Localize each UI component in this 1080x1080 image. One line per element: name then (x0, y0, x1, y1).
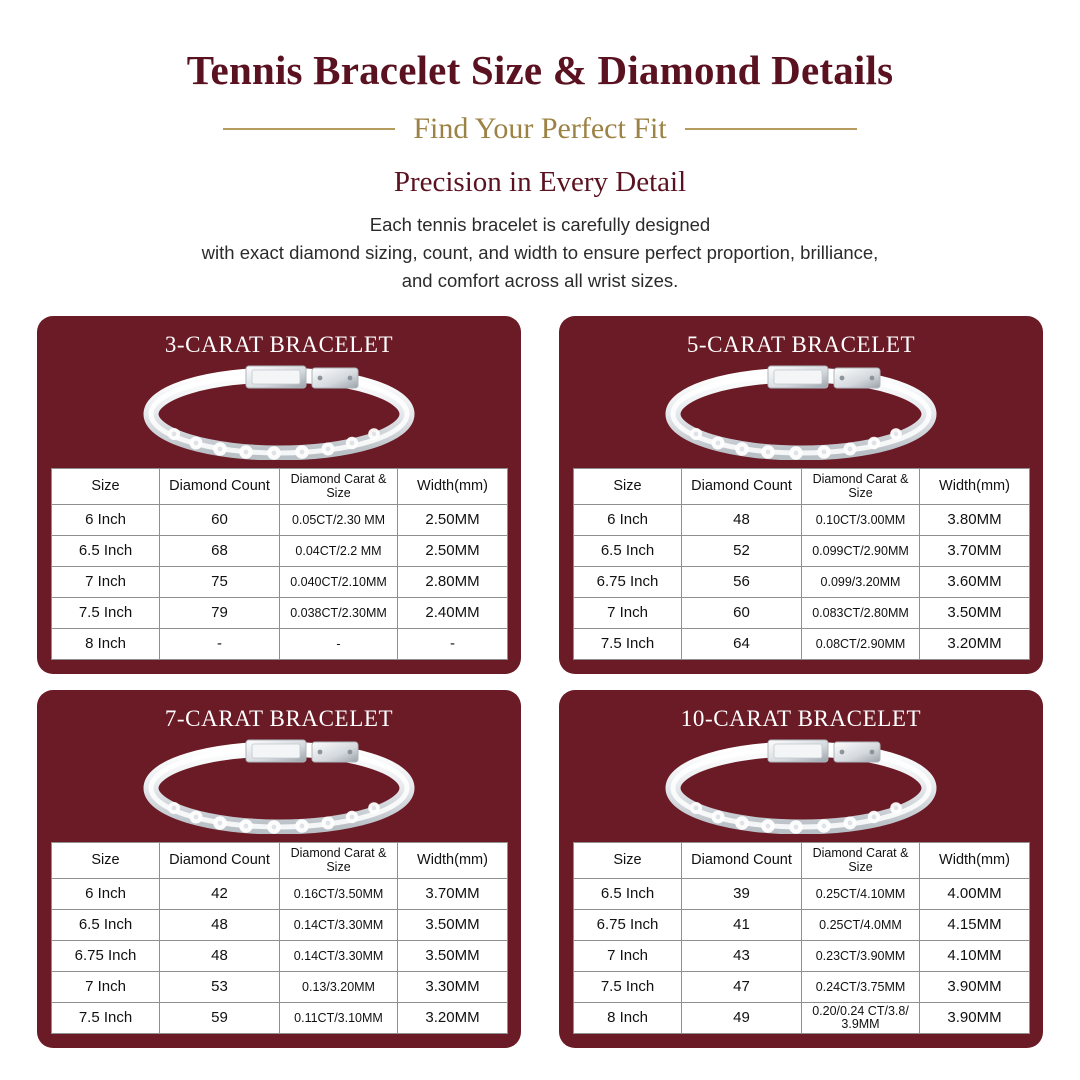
cell-count: 48 (682, 505, 802, 536)
col-header-width: Width(mm) (920, 469, 1030, 505)
cell-carat: 0.25CT/4.10MM (802, 879, 920, 910)
table-body (52, 505, 508, 660)
cell-width: 3.50MM (920, 598, 1030, 629)
divider-right (685, 128, 857, 130)
cell-count: 48 (160, 910, 280, 941)
cell-size: 6.75 Inch (574, 567, 682, 598)
cell-carat: 0.23CT/3.90MM (802, 941, 920, 972)
cell-carat: 0.038CT/2.30MM (280, 598, 398, 629)
cell-width: 2.40MM (398, 598, 508, 629)
bracelet-illustration-icon (573, 362, 1029, 462)
cell-count: 43 (682, 941, 802, 972)
cell-size: 7.5 Inch (52, 1003, 160, 1034)
page-header (0, 0, 1080, 294)
col-header-width: Width(mm) (398, 469, 508, 505)
subtitle-row (0, 112, 1080, 146)
bracelet-card (559, 690, 1043, 1048)
col-header-size: Size (52, 469, 160, 505)
table-row (574, 629, 1030, 660)
card-title: 3-CARAT BRACELET (164, 332, 394, 358)
table-row (574, 972, 1030, 1003)
bracelet-illustration-icon (51, 362, 507, 462)
cell-carat: 0.08CT/2.90MM (802, 629, 920, 660)
cell-carat: 0.05CT/2.30 MM (280, 505, 398, 536)
spec-table (573, 468, 1030, 660)
table-row (574, 941, 1030, 972)
cell-width: 4.15MM (920, 910, 1030, 941)
col-header-width: Width(mm) (398, 843, 508, 879)
bracelet-illustration-icon (51, 736, 507, 836)
table-body (52, 879, 508, 1034)
cell-carat: 0.083CT/2.80MM (802, 598, 920, 629)
cell-count: 42 (160, 879, 280, 910)
cell-carat: 0.14CT/3.30MM (280, 910, 398, 941)
cell-size: 6.75 Inch (574, 910, 682, 941)
cell-width: 3.70MM (920, 536, 1030, 567)
cell-size: 7.5 Inch (574, 629, 682, 660)
cell-size: 6.5 Inch (52, 536, 160, 567)
cell-size: 6.5 Inch (574, 879, 682, 910)
cell-carat: 0.16CT/3.50MM (280, 879, 398, 910)
col-header-carat: Diamond Carat & Size (802, 843, 920, 879)
col-header-size: Size (574, 469, 682, 505)
bracelet-card (37, 316, 521, 674)
cell-carat: 0.24CT/3.75MM (802, 972, 920, 1003)
col-header-carat: Diamond Carat & Size (802, 469, 920, 505)
cell-width: 2.50MM (398, 536, 508, 567)
cell-width: 3.20MM (398, 1003, 508, 1034)
bracelet-card (559, 316, 1043, 674)
cell-count: 52 (682, 536, 802, 567)
cell-width: 4.00MM (920, 879, 1030, 910)
cell-size: 6.5 Inch (574, 536, 682, 567)
cell-carat: 0.040CT/2.10MM (280, 567, 398, 598)
cell-width: 3.90MM (920, 972, 1030, 1003)
cell-carat: 0.25CT/4.0MM (802, 910, 920, 941)
cell-carat: 0.13/3.20MM (280, 972, 398, 1003)
page-tagline: Precision in Every Detail (393, 166, 687, 198)
page-subtitle: Find Your Perfect Fit (413, 112, 667, 145)
divider-left (223, 128, 395, 130)
description-line-1: Each tennis bracelet is carefully designed (369, 214, 711, 235)
cell-count: - (160, 629, 280, 660)
table-row (52, 910, 508, 941)
cell-size: 7.5 Inch (574, 972, 682, 1003)
table-row (52, 567, 508, 598)
col-header-count: Diamond Count (682, 843, 802, 879)
cell-count: 60 (160, 505, 280, 536)
card-title: 7-CARAT BRACELET (164, 706, 394, 732)
cell-carat: 0.11CT/3.10MM (280, 1003, 398, 1034)
cell-count: 64 (682, 629, 802, 660)
bracelet-illustration-icon (573, 736, 1029, 836)
table-header-row (52, 843, 508, 879)
cell-carat: 0.04CT/2.2 MM (280, 536, 398, 567)
cell-size: 6 Inch (52, 505, 160, 536)
table-row (52, 972, 508, 1003)
cell-width: 2.50MM (398, 505, 508, 536)
cell-width: 3.20MM (920, 629, 1030, 660)
cell-carat: 0.10CT/3.00MM (802, 505, 920, 536)
table-row (52, 1003, 508, 1034)
spec-table (573, 842, 1030, 1034)
cell-count: 59 (160, 1003, 280, 1034)
table-header-row (574, 843, 1030, 879)
table-row (574, 910, 1030, 941)
col-header-width: Width(mm) (920, 843, 1030, 879)
cell-width: - (398, 629, 508, 660)
col-header-count: Diamond Count (160, 843, 280, 879)
table-row (52, 598, 508, 629)
table-body (574, 879, 1030, 1034)
cell-size: 6.5 Inch (52, 910, 160, 941)
cell-size: 8 Inch (574, 1003, 682, 1034)
cell-count: 75 (160, 567, 280, 598)
cell-width: 3.60MM (920, 567, 1030, 598)
col-header-size: Size (52, 843, 160, 879)
cell-width: 3.90MM (920, 1003, 1030, 1034)
card-title: 10-CARAT BRACELET (680, 706, 922, 732)
table-row (574, 567, 1030, 598)
cell-count: 39 (682, 879, 802, 910)
cell-carat: 0.20/0.24 CT/3.8/ 3.9MM (802, 1003, 920, 1034)
table-row (52, 879, 508, 910)
cell-size: 7.5 Inch (52, 598, 160, 629)
cell-size: 6.75 Inch (52, 941, 160, 972)
cell-count: 60 (682, 598, 802, 629)
cell-count: 79 (160, 598, 280, 629)
table-row (574, 879, 1030, 910)
cell-size: 7 Inch (52, 972, 160, 1003)
table-header-row (52, 469, 508, 505)
cell-width: 3.50MM (398, 941, 508, 972)
cell-size: 7 Inch (574, 598, 682, 629)
cell-count: 68 (160, 536, 280, 567)
cell-carat: 0.14CT/3.30MM (280, 941, 398, 972)
table-row (574, 505, 1030, 536)
cell-width: 3.70MM (398, 879, 508, 910)
cell-size: 7 Inch (574, 941, 682, 972)
table-row (52, 505, 508, 536)
cell-size: 8 Inch (52, 629, 160, 660)
cell-count: 53 (160, 972, 280, 1003)
table-row (52, 536, 508, 567)
bracelet-card (37, 690, 521, 1048)
description-line-3: and comfort across all wrist sizes. (401, 269, 679, 291)
cell-size: 7 Inch (52, 567, 160, 598)
cell-width: 3.50MM (398, 910, 508, 941)
col-header-count: Diamond Count (160, 469, 280, 505)
table-body (574, 505, 1030, 660)
spec-table (51, 468, 508, 660)
spec-table (51, 842, 508, 1034)
cell-carat: 0.099/3.20MM (802, 567, 920, 598)
cell-count: 48 (160, 941, 280, 972)
table-row (52, 941, 508, 972)
cell-width: 2.80MM (398, 567, 508, 598)
table-row (52, 629, 508, 660)
cell-size: 6 Inch (52, 879, 160, 910)
cell-width: 4.10MM (920, 941, 1030, 972)
table-header-row (574, 469, 1030, 505)
card-title: 5-CARAT BRACELET (686, 332, 916, 358)
table-row (574, 1003, 1030, 1034)
cell-count: 49 (682, 1003, 802, 1034)
col-header-size: Size (574, 843, 682, 879)
cell-count: 47 (682, 972, 802, 1003)
description-line-2: with exact diamond sizing, count, and width to ensure perfect proportion, brilliance, (201, 241, 879, 263)
page-title: Tennis Bracelet Size & Diamond Details (186, 47, 894, 93)
cell-count: 56 (682, 567, 802, 598)
col-header-carat: Diamond Carat & Size (280, 469, 398, 505)
col-header-count: Diamond Count (682, 469, 802, 505)
bracelet-cards-grid (37, 316, 1043, 1048)
cell-count: 41 (682, 910, 802, 941)
cell-carat: - (280, 629, 398, 660)
col-header-carat: Diamond Carat & Size (280, 843, 398, 879)
table-row (574, 598, 1030, 629)
cell-width: 3.80MM (920, 505, 1030, 536)
description (0, 211, 1080, 294)
table-row (574, 536, 1030, 567)
cell-size: 6 Inch (574, 505, 682, 536)
cell-carat: 0.099CT/2.90MM (802, 536, 920, 567)
cell-width: 3.30MM (398, 972, 508, 1003)
